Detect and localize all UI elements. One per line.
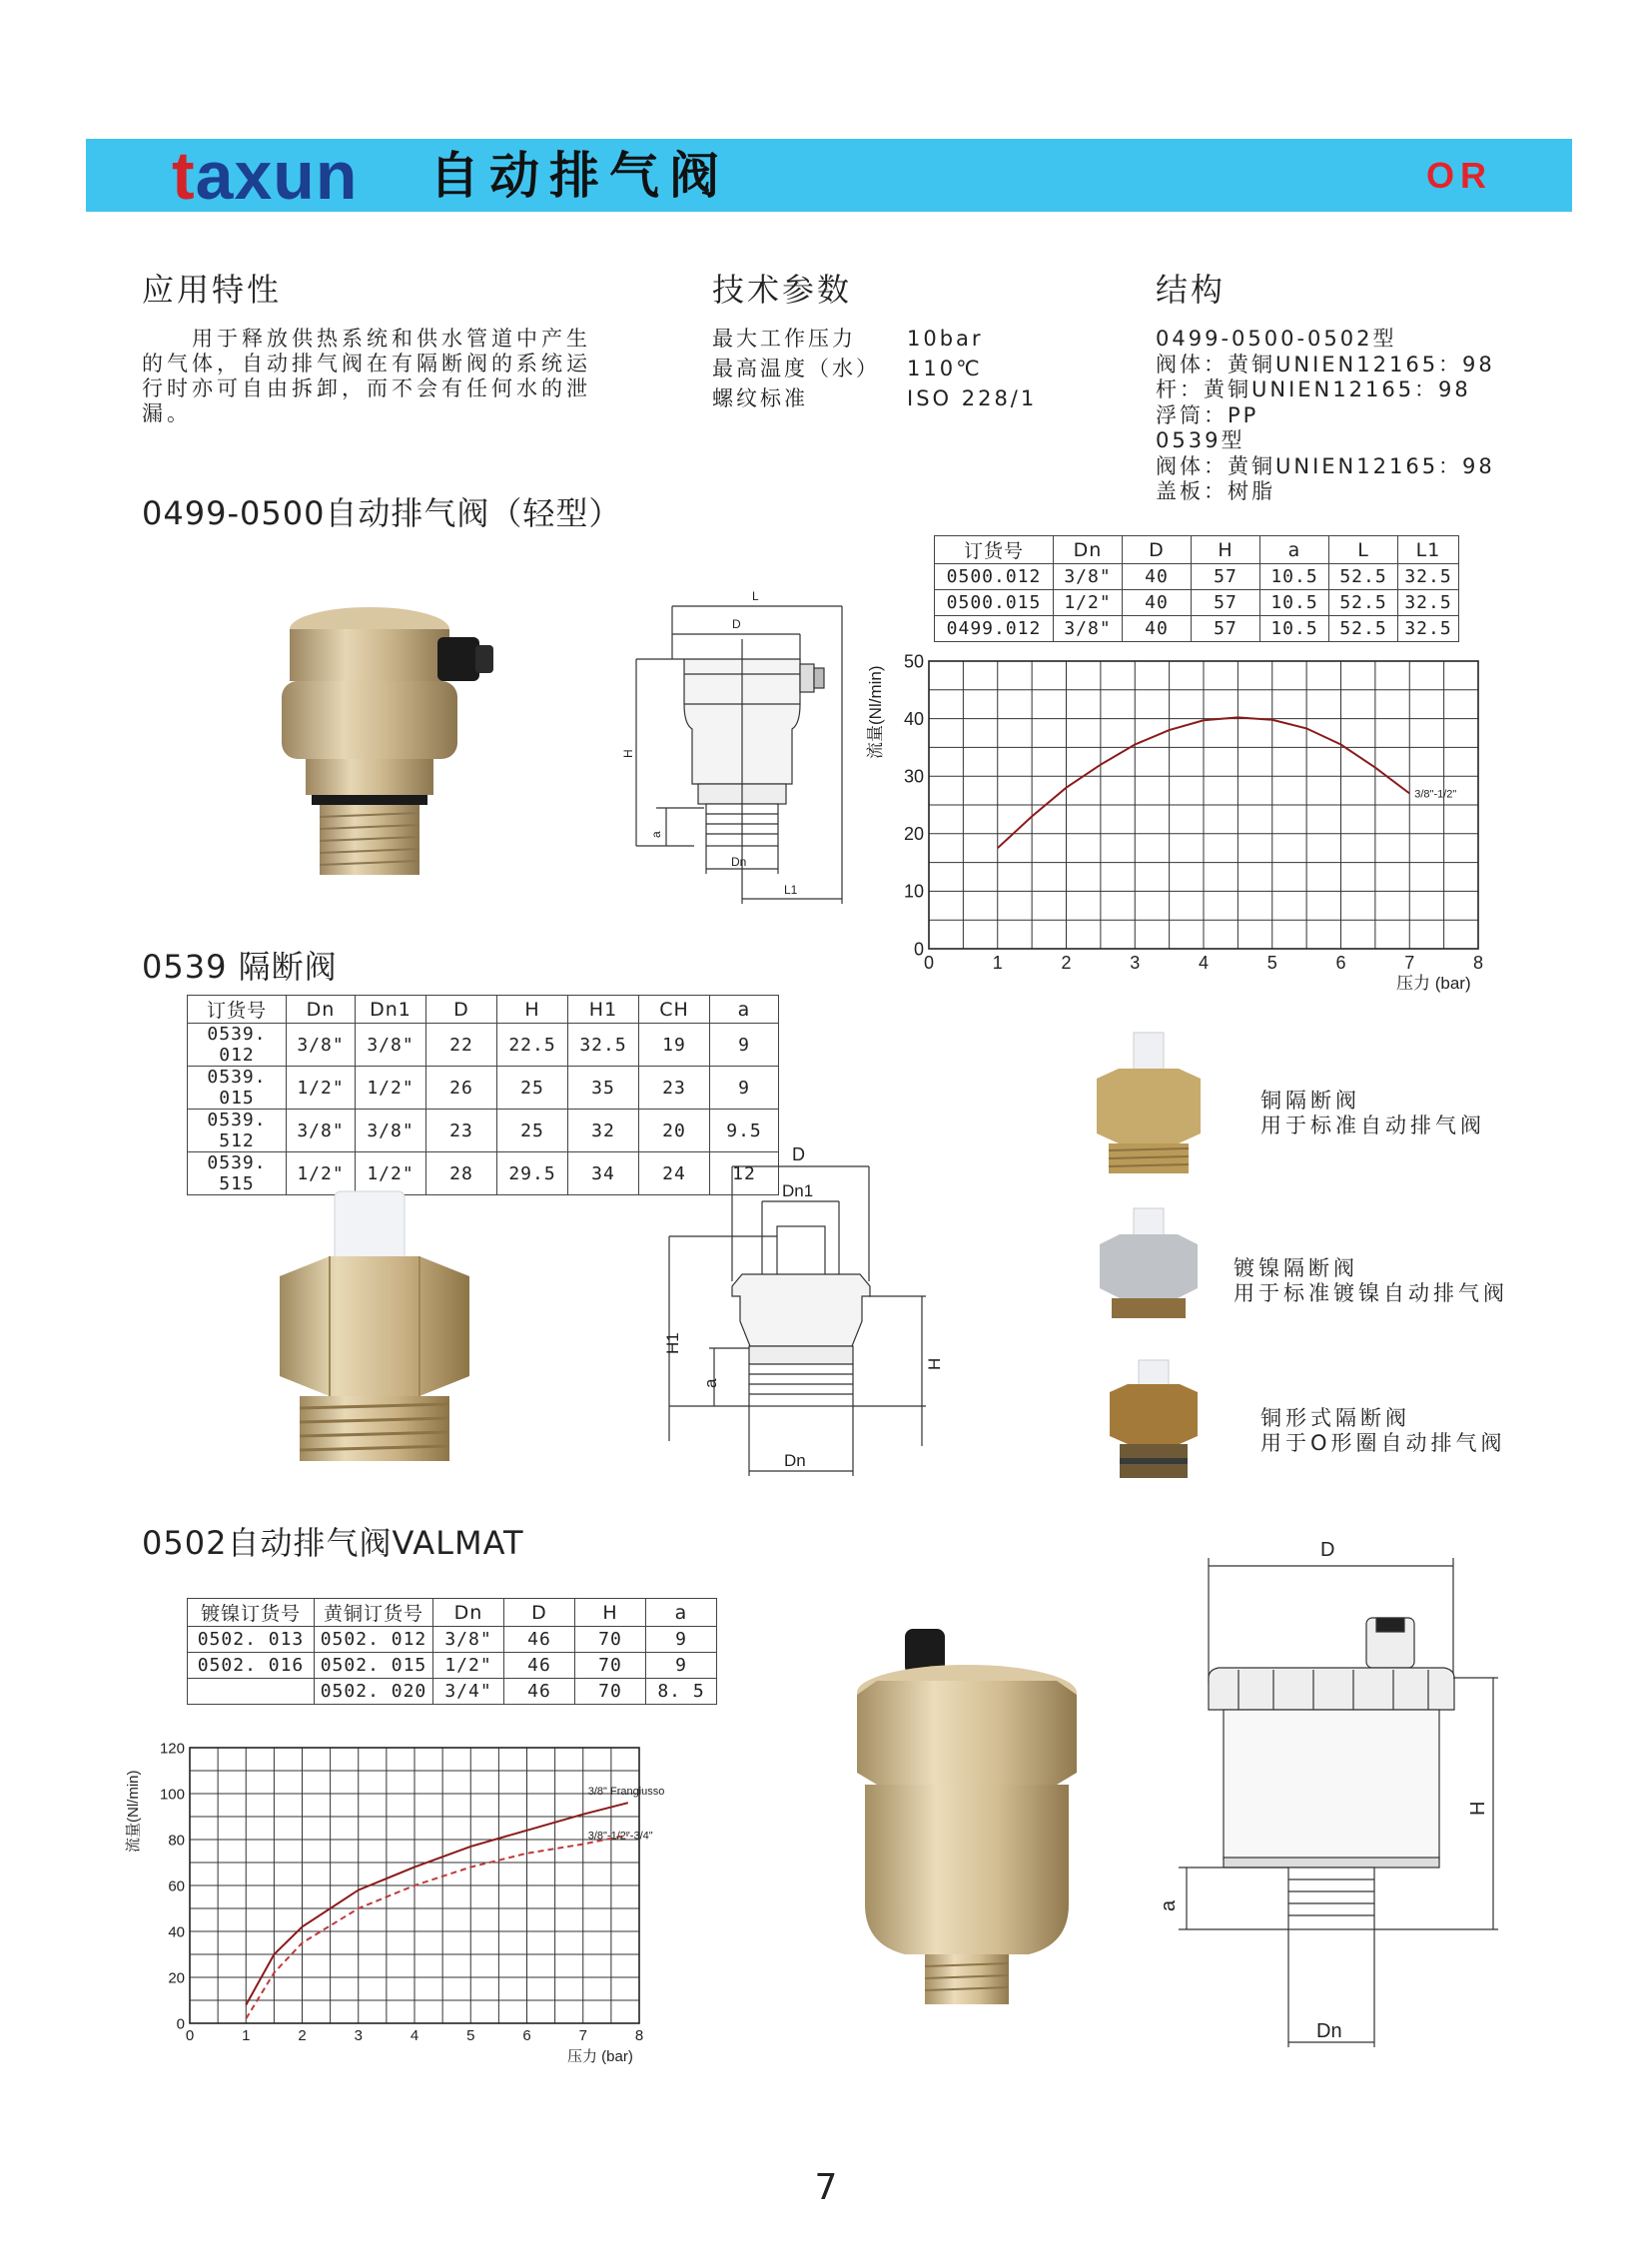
logo-rest: axun — [195, 138, 359, 214]
col-header: a — [710, 996, 779, 1024]
valve-name: 铜隔断阀 — [1260, 1089, 1360, 1113]
cell: 8. 5 — [646, 1679, 717, 1705]
features-text: 用于释放供热系统和供水管道中产生的气体，自动排气阀在有隔断阀的系统运行时亦可自由拆卸，而不会有任何水的泄漏。 — [142, 327, 591, 425]
cell: 19 — [639, 1024, 710, 1067]
tech-list — [712, 324, 1037, 413]
cell: 0502. 015 — [315, 1653, 433, 1679]
x-tick-label: 2 — [1061, 953, 1072, 973]
y-tick-label: 100 — [159, 1786, 185, 1804]
cell: 0499.012 — [935, 616, 1054, 642]
dim-H1: H1 — [663, 1332, 682, 1354]
cell: 3/8" — [1054, 564, 1123, 590]
x-tick-label: 1 — [992, 953, 1003, 973]
cell: 22 — [426, 1024, 497, 1067]
table-row — [188, 1024, 779, 1067]
series-label: 3/8"-1/2" — [1414, 788, 1457, 801]
col-header: 镀镍订货号 — [188, 1599, 315, 1627]
valve-desc: 用于标准自动排气阀 — [1260, 1114, 1485, 1137]
cell: 0500.015 — [935, 590, 1054, 616]
dim-Dn: Dn — [1316, 2020, 1342, 2042]
valmat-photo — [837, 1623, 1097, 2012]
y-tick-label: 50 — [903, 651, 924, 672]
valve-desc: 用于O形圈自动排气阀 — [1260, 1431, 1506, 1455]
valve-caption — [1260, 1089, 1485, 1138]
col-header: L1 — [1398, 536, 1459, 564]
valve-desc: 用于标准镀镍自动排气阀 — [1234, 1281, 1508, 1305]
structure-line: 杆：黄铜UNIEN12165：98 — [1156, 377, 1471, 401]
tech-title: 技术参数 — [712, 271, 853, 309]
col-header: H — [575, 1599, 646, 1627]
table-row — [188, 1653, 717, 1679]
logo-t: t — [172, 138, 196, 214]
tech-value: 110℃ — [907, 357, 983, 380]
cell: 46 — [504, 1653, 575, 1679]
col-header: CH — [639, 996, 710, 1024]
structure-line: 盖板：树脂 — [1156, 479, 1275, 503]
cell: 0502. 013 — [188, 1627, 315, 1653]
table-0502 — [187, 1598, 717, 1705]
dim-D: D — [732, 617, 741, 631]
cell: 0502. 020 — [315, 1679, 433, 1705]
cell: 25 — [497, 1067, 568, 1110]
valve-caption — [1260, 1406, 1506, 1456]
cell: 3/8" — [287, 1110, 356, 1152]
cell: 1/2" — [287, 1152, 356, 1195]
cell: 29.5 — [497, 1152, 568, 1195]
col-header: 订货号 — [935, 536, 1054, 564]
table-0500 — [934, 535, 1459, 642]
flow-chart-0502 — [120, 1733, 719, 2072]
section3-title: 0502自动排气阀VALMAT — [142, 1524, 524, 1562]
x-tick-label: 3 — [354, 2027, 363, 2044]
structure-line: 浮筒：PP — [1156, 402, 1259, 427]
series-label: 3/8"-1/2"-3/4" — [587, 1830, 653, 1843]
dim-a: a — [701, 1378, 720, 1388]
cell: 9 — [646, 1627, 717, 1653]
tech-row — [712, 354, 1037, 383]
cell: 23 — [426, 1110, 497, 1152]
col-header: 黄铜订货号 — [315, 1599, 433, 1627]
cell: 0539. 012 — [188, 1024, 287, 1067]
dim-D: D — [1320, 1539, 1335, 1561]
cell: 40 — [1123, 590, 1192, 616]
x-tick-label: 0 — [923, 953, 935, 973]
cell: 57 — [1192, 590, 1260, 616]
x-tick-label: 7 — [1404, 953, 1415, 973]
dim-Dn1: Dn1 — [782, 1181, 814, 1200]
y-tick-label: 60 — [168, 1877, 185, 1895]
cell: 52.5 — [1329, 590, 1398, 616]
series-label: 3/8" Frangiusso — [587, 1786, 665, 1799]
cell: 9 — [710, 1024, 779, 1067]
valve-caption — [1234, 1256, 1508, 1306]
col-header: D — [426, 996, 497, 1024]
cell: 70 — [575, 1679, 646, 1705]
col-header: D — [504, 1599, 575, 1627]
section1-title: 0499-0500自动排气阀（轻型） — [142, 494, 622, 532]
dim-a: a — [1158, 1899, 1180, 1911]
tech-row — [712, 383, 1037, 413]
cell — [188, 1679, 315, 1705]
features-title: 应用特性 — [142, 271, 283, 309]
cell: 3/8" — [1054, 616, 1123, 642]
nickel-shutoff-photo — [1094, 1206, 1204, 1321]
col-header: Dn — [1054, 536, 1123, 564]
dim-H: H — [621, 749, 635, 758]
cell: 1/2" — [1054, 590, 1123, 616]
cell: 35 — [568, 1067, 639, 1110]
cell: 70 — [575, 1627, 646, 1653]
cell: 1/2" — [287, 1067, 356, 1110]
y-tick-label: 20 — [168, 1969, 185, 1987]
valmat-drawing — [1149, 1528, 1518, 2067]
col-header: L — [1329, 536, 1398, 564]
shutoff-valve-photo — [270, 1186, 479, 1466]
tech-value: 10bar — [907, 327, 984, 351]
tech-label: 螺纹标准 — [712, 386, 808, 410]
series-line — [246, 1803, 628, 2004]
structure-line: 阀体：黄铜UNIEN12165：98 — [1156, 453, 1495, 478]
air-vent-drawing — [621, 584, 849, 919]
table-row — [935, 590, 1459, 616]
cell: 0539. 515 — [188, 1152, 287, 1195]
x-tick-label: 4 — [410, 2027, 419, 2044]
dim-L: L — [752, 589, 759, 603]
cell: 32.5 — [1398, 616, 1459, 642]
structure-line: 0499-0500-0502型 — [1156, 327, 1397, 351]
cell: 20 — [639, 1110, 710, 1152]
flow-chart-0500 — [859, 649, 1508, 1004]
structure-list — [1156, 327, 1495, 505]
dim-L1: L1 — [784, 883, 798, 897]
cell: 0539. 015 — [188, 1067, 287, 1110]
cell: 3/8" — [287, 1024, 356, 1067]
cell: 10.5 — [1260, 564, 1329, 590]
cell: 57 — [1192, 564, 1260, 590]
valve-name: 铜形式隔断阀 — [1260, 1406, 1410, 1430]
table-row — [188, 1679, 717, 1705]
cell: 9.5 — [710, 1110, 779, 1152]
x-tick-label: 6 — [522, 2027, 531, 2044]
structure-title: 结构 — [1156, 271, 1227, 309]
cell: 9 — [710, 1067, 779, 1110]
cell: 10.5 — [1260, 616, 1329, 642]
dim-Dn: Dn — [731, 855, 747, 869]
cell: 34 — [568, 1152, 639, 1195]
x-tick-label: 5 — [1266, 953, 1277, 973]
shutoff-valve-drawing — [654, 1146, 969, 1491]
cell: 3/8" — [356, 1110, 426, 1152]
y-tick-label: 0 — [913, 939, 924, 960]
cell: 9 — [646, 1653, 717, 1679]
table-header-row — [188, 1599, 717, 1627]
col-header: Dn — [433, 1599, 504, 1627]
cell: 40 — [1123, 616, 1192, 642]
tech-label: 最大工作压力 — [712, 327, 856, 351]
col-header: a — [1260, 536, 1329, 564]
y-tick-label: 80 — [168, 1832, 185, 1850]
tech-row — [712, 324, 1037, 354]
col-header: H — [497, 996, 568, 1024]
cell: 32.5 — [1398, 564, 1459, 590]
cell: 1/2" — [356, 1067, 426, 1110]
col-header: H — [1192, 536, 1260, 564]
table-header-row — [188, 996, 779, 1024]
table-row — [935, 616, 1459, 642]
cell: 0539. 512 — [188, 1110, 287, 1152]
chart1-xlabel: 压力 (bar) — [1396, 974, 1471, 993]
air-vent-photo — [250, 597, 509, 887]
cell: 24 — [639, 1152, 710, 1195]
chart1-ylabel: 流量(Nl/min) — [866, 665, 885, 759]
copper-shutoff-photo — [1089, 1029, 1209, 1178]
col-header: Dn — [287, 996, 356, 1024]
x-tick-label: 7 — [578, 2027, 587, 2044]
cell: 3/8" — [356, 1024, 426, 1067]
x-tick-label: 0 — [185, 2027, 195, 2044]
table-row — [188, 1067, 779, 1110]
cell: 3/8" — [433, 1627, 504, 1653]
cell: 12 — [710, 1152, 779, 1195]
col-header: Dn1 — [356, 996, 426, 1024]
cell: 3/4" — [433, 1679, 504, 1705]
cell: 70 — [575, 1653, 646, 1679]
cell: 28 — [426, 1152, 497, 1195]
cell: 0502. 012 — [315, 1627, 433, 1653]
cell: 52.5 — [1329, 616, 1398, 642]
y-tick-label: 40 — [168, 1923, 185, 1941]
x-tick-label: 3 — [1130, 953, 1141, 973]
cell: 32.5 — [1398, 590, 1459, 616]
y-tick-label: 40 — [903, 708, 924, 729]
structure-line: 阀体：黄铜UNIEN12165：98 — [1156, 352, 1495, 376]
cell: 0502. 016 — [188, 1653, 315, 1679]
dim-D: D — [792, 1144, 805, 1164]
cell: 23 — [639, 1067, 710, 1110]
cell: 57 — [1192, 616, 1260, 642]
tech-label: 最高温度（水） — [712, 357, 880, 380]
y-tick-label: 20 — [903, 824, 924, 845]
x-tick-label: 4 — [1198, 953, 1210, 973]
cell: 10.5 — [1260, 590, 1329, 616]
y-tick-label: 120 — [159, 1740, 185, 1758]
col-header: H1 — [568, 996, 639, 1024]
table-row — [935, 564, 1459, 590]
chart2-xlabel: 压力 (bar) — [567, 2048, 633, 2065]
cell: 32 — [568, 1110, 639, 1152]
x-tick-label: 6 — [1335, 953, 1346, 973]
cell: 1/2" — [433, 1653, 504, 1679]
dim-H: H — [1467, 1801, 1489, 1816]
cell: 25 — [497, 1110, 568, 1152]
x-tick-label: 5 — [466, 2027, 475, 2044]
x-tick-label: 8 — [1472, 953, 1484, 973]
col-header: D — [1123, 536, 1192, 564]
tech-value: ISO 228/1 — [907, 386, 1038, 410]
x-tick-label: 8 — [634, 2027, 644, 2044]
dim-H: H — [925, 1357, 944, 1370]
section2-title: 0539 隔断阀 — [142, 948, 338, 986]
cell: 22.5 — [497, 1024, 568, 1067]
chart2-ylabel: 流量(Nl/min) — [125, 1770, 142, 1853]
structure-line: 0539型 — [1156, 428, 1245, 452]
brand-logo — [172, 136, 358, 216]
cell: 40 — [1123, 564, 1192, 590]
dim-Dn: Dn — [784, 1451, 806, 1470]
cell: 26 — [426, 1067, 497, 1110]
oring-shutoff-photo — [1104, 1358, 1204, 1483]
y-tick-label: 0 — [176, 2015, 185, 2033]
cell: 46 — [504, 1679, 575, 1705]
y-tick-label: 30 — [903, 766, 924, 787]
col-header: a — [646, 1599, 717, 1627]
page-title: 自动排气阀 — [429, 147, 729, 205]
page-number: 7 — [814, 2167, 838, 2208]
x-tick-label: 1 — [242, 2027, 251, 2044]
y-tick-label: 10 — [903, 881, 924, 902]
dim-a: a — [649, 831, 663, 838]
cell: 46 — [504, 1627, 575, 1653]
cell: 1/2" — [356, 1152, 426, 1195]
col-header: 订货号 — [188, 996, 287, 1024]
table-header-row — [935, 536, 1459, 564]
valve-name: 镀镍隔断阀 — [1234, 1256, 1358, 1280]
cell: 52.5 — [1329, 564, 1398, 590]
table-row — [188, 1627, 717, 1653]
cell: 0500.012 — [935, 564, 1054, 590]
cell: 32.5 — [568, 1024, 639, 1067]
x-tick-label: 2 — [298, 2027, 307, 2044]
brand-code: OR — [1426, 155, 1492, 196]
